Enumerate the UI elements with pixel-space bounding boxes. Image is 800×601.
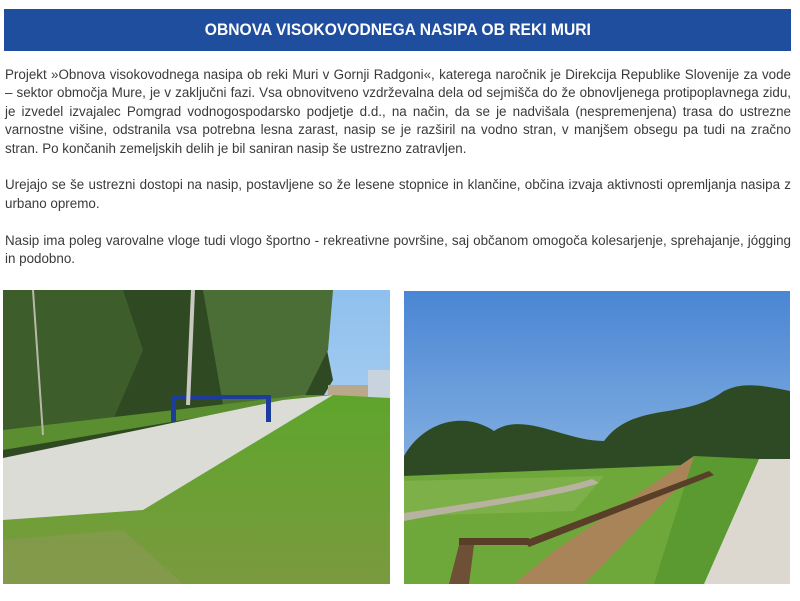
- photo-embankment-steps: [404, 291, 790, 584]
- page-title: OBNOVA VISOKOVODNEGA NASIPA OB REKI MURI: [204, 20, 591, 39]
- photo-embankment-path: [3, 290, 390, 584]
- paragraph-1: Projekt »Obnova visokovodnega nasipa ob reki Muri v Gornji Radgoni«, katerega naročnik je Direkcija Republike Slovenije za vode – sektor območja Mure, je v zaključni fazi. Vsa obnovitveno vzdrževalna dela od sejmišča do že obnovljenega protipoplavnega zidu, je izvedel izvajalec Pomgrad vodnogospodarsko podjetje d.d., na način, da se je nadvišala (nespremenjena) trasa do ustrezne varnostne višine, odstranila vsa potrebna lesna zarast, nasip se je razširil na vodno stran, v manjšem obsegu pa tudi na zračno stran. Po končanih zemeljskih delih je bil saniran nasip še ustrezno zatravljen.: [5, 67, 791, 156]
- article-body: [5, 66, 791, 287]
- paragraph-3: Nasip ima poleg varovalne vloge tudi vlogo športno - rekreativne površine, saj občanom omogoča kolesarjenje, sprehajanje, jógging in podobno.: [5, 232, 791, 267]
- paragraph-2: Urejajo se še ustrezni dostopi na nasip, postavljene so že lesene stopnice in klančine, občina izvaja aktivnosti opremljanja nasipa z urbano opremo.: [5, 177, 791, 211]
- title-banner: [4, 9, 791, 51]
